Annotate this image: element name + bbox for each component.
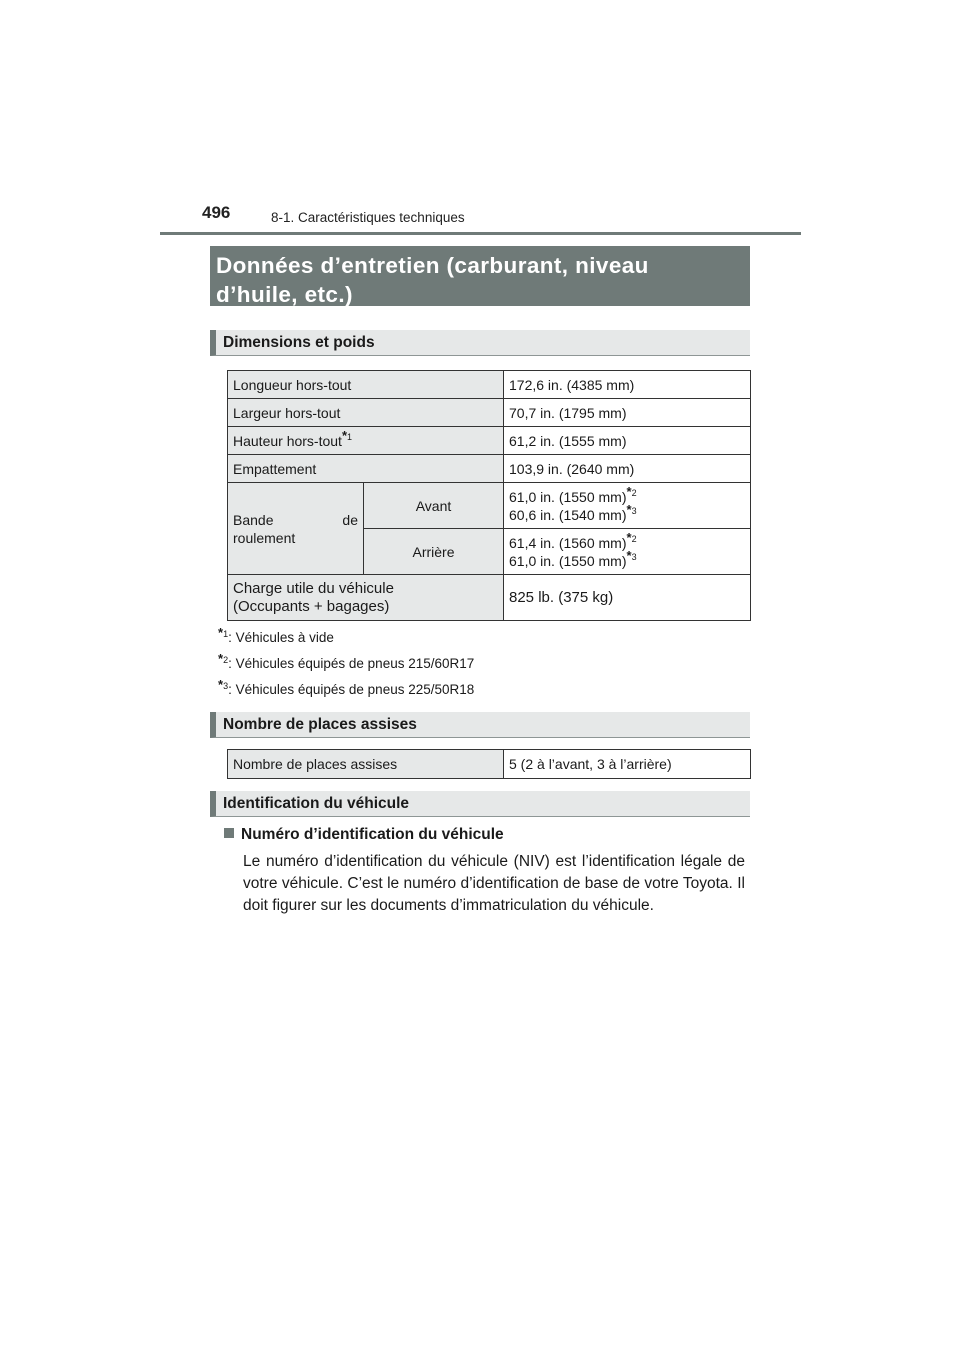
tread-rear-value-2: 61,0 in. (1550 mm) — [509, 552, 627, 569]
footnote-3-mark: 3 — [223, 680, 229, 691]
height-value: 61,2 in. (1555 mm) — [504, 427, 751, 455]
page-number: 496 — [202, 203, 231, 222]
table-row — [228, 427, 751, 455]
tread-front-note-1: 2 — [631, 487, 637, 498]
table-row — [228, 483, 751, 529]
footnote-3-text: : Véhicules équipés de pneus 225/50R18 — [228, 682, 475, 697]
identification-heading: Identification du véhicule — [210, 791, 750, 817]
tread-front-value-1: 61,0 in. (1550 mm) — [509, 488, 627, 505]
seating-value: 5 (2 à l’avant, 3 à l’arrière) — [504, 750, 751, 779]
tread-label-line-2: roulement — [233, 529, 296, 546]
table-row — [228, 371, 751, 399]
page-header — [160, 203, 800, 235]
table-row — [228, 399, 751, 427]
seating-table — [227, 749, 751, 779]
wheelbase-value: 103,9 in. (2640 mm) — [504, 455, 751, 483]
tread-rear-label: Arrière — [364, 529, 504, 575]
page-title — [210, 246, 750, 306]
footnote-1-mark: 1 — [223, 628, 229, 639]
vin-subheading — [224, 826, 504, 844]
height-label: Hauteur hors-tout — [233, 432, 342, 449]
section-reference: 8-1. Caractéristiques techniques — [271, 210, 465, 225]
table-row — [228, 575, 751, 621]
tread-label-line-1: Bande de — [233, 511, 358, 528]
page-title-line-2: d’huile, etc.) — [216, 282, 353, 307]
payload-label-line-2: (Occupants + bagages) — [233, 597, 390, 615]
tread-front-label: Avant — [364, 483, 504, 529]
tread-rear-note-2: 3 — [631, 551, 637, 562]
square-bullet-icon — [224, 828, 234, 838]
tread-rear-note-1: 2 — [631, 533, 637, 544]
header-divider — [160, 232, 801, 235]
payload-label-line-1: Charge utile du véhicule — [233, 579, 394, 597]
payload-label-cell — [228, 575, 504, 621]
seating-heading: Nombre de places assises — [210, 712, 750, 738]
table-row — [228, 750, 751, 779]
vin-subheading-text: Numéro d’identification du véhicule — [241, 826, 504, 843]
tread-rear-value-1: 61,4 in. (1560 mm) — [509, 534, 627, 551]
footnote-3: $^{*3}$: Véhicules équipés de pneus 225/50R18 — [218, 676, 475, 697]
height-label-cell: Hauteur hors-tout$^{*1}$ — [228, 427, 504, 455]
table-row — [228, 455, 751, 483]
tread-rear-value-cell: 61,4 in. (1560 mm)$^{*2}$ 61,0 in. (1550 mm)$^{*3}$ — [504, 529, 751, 575]
tread-front-value-2: 60,6 in. (1540 mm) — [509, 506, 627, 523]
footnote-2-text: : Véhicules équipés de pneus 215/60R17 — [228, 656, 475, 671]
length-value: 172,6 in. (4385 mm) — [504, 371, 751, 399]
dimensions-heading: Dimensions et poids — [210, 330, 750, 356]
footnote-2: $^{*2}$: Véhicules équipés de pneus 215/60R17 — [218, 650, 475, 671]
width-label: Largeur hors-tout — [228, 399, 504, 427]
width-value: 70,7 in. (1795 mm) — [504, 399, 751, 427]
dimensions-table — [227, 370, 751, 621]
vin-paragraph: Le numéro d’identification du véhicule (NIV) est l’identification légale de votre véhicule. C’est le numéro d’identification de base de votre Toyota. Il doit figurer sur les documents d’immatriculation du véhicule. — [243, 853, 745, 914]
payload-value: 825 lb. (375 kg) — [504, 575, 751, 621]
tread-front-note-2: 3 — [631, 505, 637, 516]
tread-label-cell — [228, 483, 364, 575]
footnote-2-mark: 2 — [223, 654, 229, 665]
page-title-line-1: Données d’entretien (carburant, niveau — [216, 253, 649, 278]
seating-label: Nombre de places assises — [228, 750, 504, 779]
footnote-1-text: : Véhicules à vide — [228, 630, 334, 645]
height-note-mark: 1 — [347, 431, 353, 442]
tread-front-value-cell: 61,0 in. (1550 mm)$^{*2}$ 60,6 in. (1540 mm)$^{*3}$ — [504, 483, 751, 529]
footnote-1: $^{*1}$: Véhicules à vide — [218, 624, 334, 645]
length-label: Longueur hors-tout — [228, 371, 504, 399]
wheelbase-label: Empattement — [228, 455, 504, 483]
